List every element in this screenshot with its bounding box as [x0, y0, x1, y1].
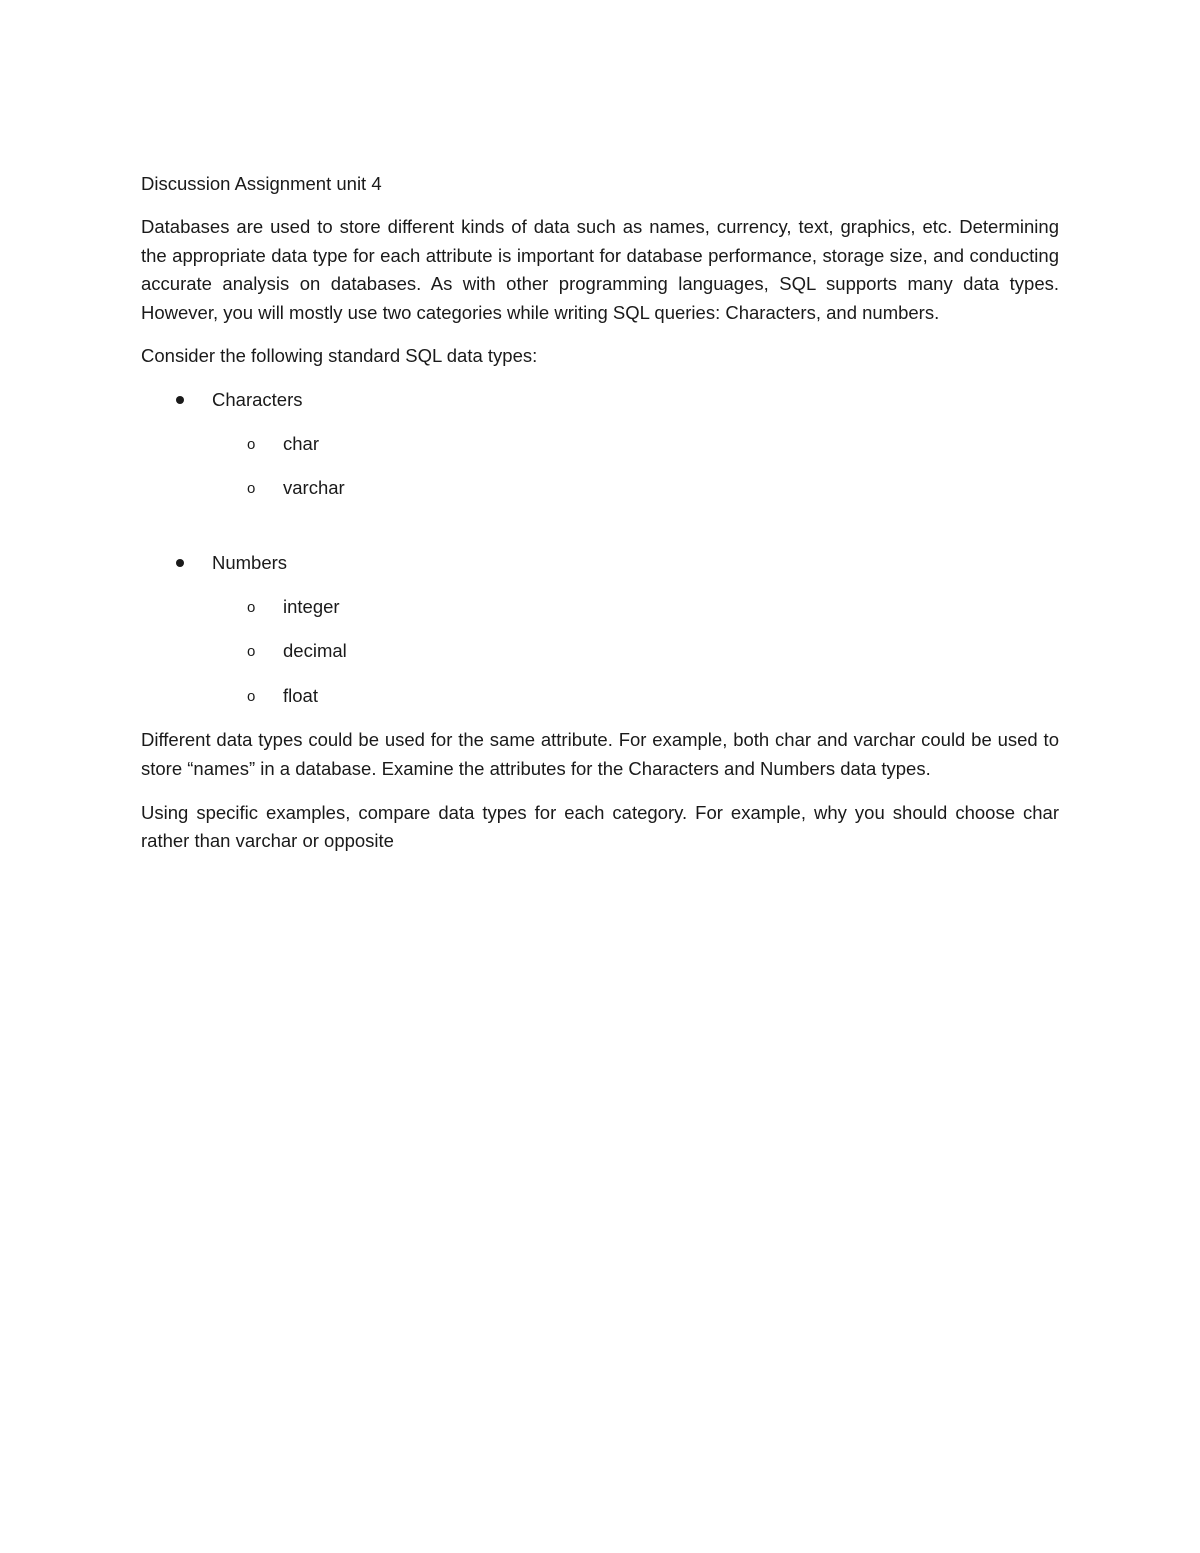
- category-characters: [141, 386, 1059, 503]
- sub-bullet-marker: o: [247, 435, 256, 453]
- category-label: Numbers: [212, 551, 288, 573]
- sub-bullet-marker: o: [247, 598, 256, 616]
- type-decimal: [141, 637, 1059, 665]
- type-integer: [141, 593, 1059, 621]
- type-label: integer: [283, 595, 340, 617]
- data-type-list: [141, 549, 1059, 710]
- bullet-dot-icon: [176, 559, 184, 567]
- consider-line: Consider the following standard SQL data types:: [141, 345, 538, 367]
- type-char: [141, 430, 1059, 458]
- category-numbers: [141, 549, 1059, 710]
- sub-bullet-marker: o: [247, 643, 256, 661]
- data-type-list: [141, 386, 1059, 503]
- intro-paragraph: Databases are used to store different kinds of data such as names, currency, text, graphics, etc. Determining the appropriate data type for each attribute is important for database performance, storage size, and conducting accurate analysis on databases. As with other programming languages, SQL supports many data types. However, you will mostly use two categories while writing SQL queries: Characters, and numbers.: [141, 216, 1059, 323]
- sub-bullet-marker: o: [247, 480, 256, 498]
- category-label: Characters: [212, 388, 303, 410]
- type-float: [141, 682, 1059, 710]
- numbers-type-list: [212, 593, 1059, 710]
- type-label: float: [283, 684, 318, 706]
- examine-paragraph: Different data types could be used for the same attribute. For example, both char and varchar could be used to store “names” in a database. Examine the attributes for the Characters and Numbers data types.: [141, 729, 1059, 780]
- list-spacer: [141, 519, 1059, 549]
- type-label: varchar: [283, 477, 345, 499]
- type-label: char: [283, 432, 319, 454]
- type-label: decimal: [283, 640, 347, 662]
- bullet-dot-icon: [176, 396, 184, 404]
- type-varchar: [141, 474, 1059, 502]
- sub-bullet-marker: o: [247, 687, 256, 705]
- document-body: [141, 170, 1059, 871]
- characters-type-list: [212, 430, 1059, 503]
- document-title: Discussion Assignment unit 4: [141, 173, 382, 194]
- prompt-paragraph: Using specific examples, compare data types for each category. For example, why you should choose char rather than varchar or opposite: [141, 801, 1059, 852]
